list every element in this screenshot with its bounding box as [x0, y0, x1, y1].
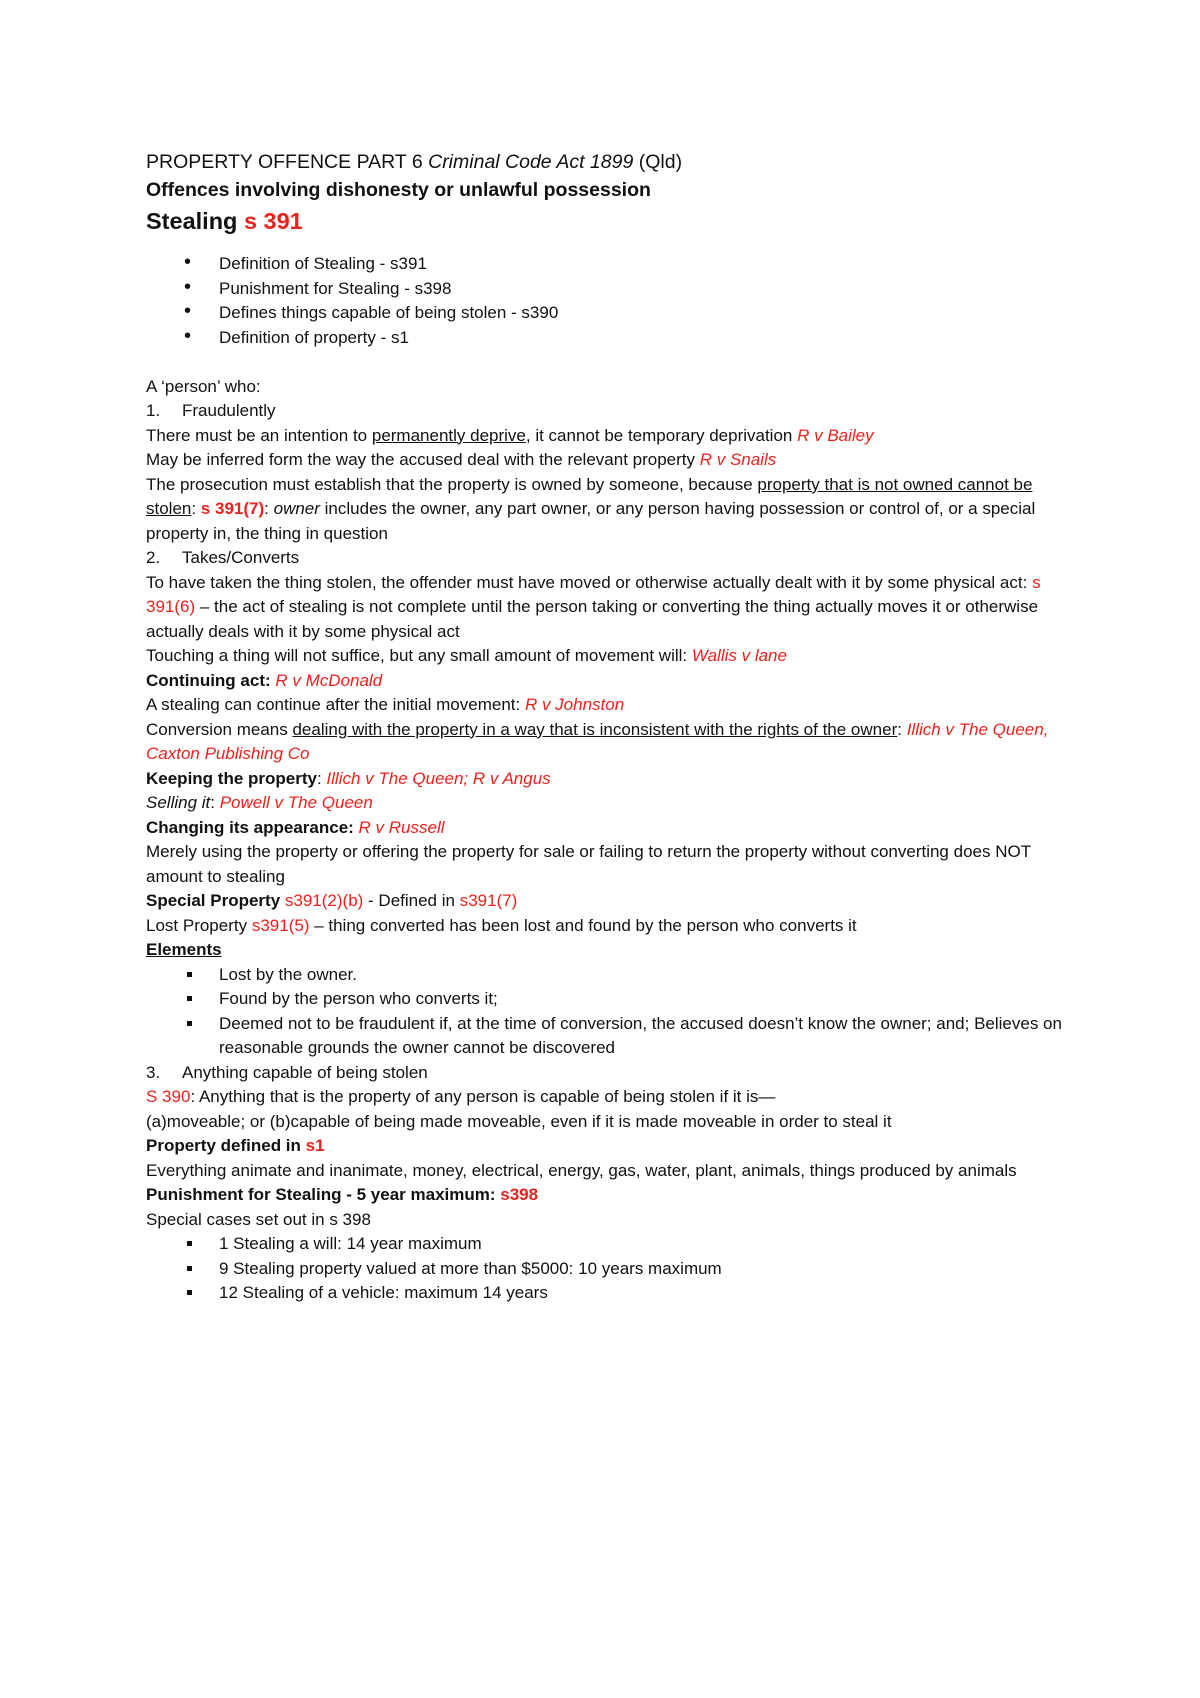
text: – thing converted has been lost and found by the person who converts it	[309, 915, 857, 935]
case-citation: R v Russell	[358, 817, 445, 837]
paragraph	[146, 889, 1066, 914]
text: Touching a thing will not suffice, but any small amount of movement will:	[146, 646, 692, 665]
paragraph	[146, 473, 1066, 547]
paragraph	[146, 424, 1066, 449]
text: Lost Property	[146, 915, 252, 935]
paragraph: Everything animate and inanimate, money, electrical, energy, gas, water, plant, animals, things produced by animals	[146, 1160, 1017, 1180]
paragraph	[146, 448, 1066, 473]
numbered-heading-text: Fraudulently	[182, 401, 276, 420]
list-item: 9 Stealing property valued at more than $5000: 10 years maximum	[146, 1257, 1066, 1282]
text: :	[210, 793, 220, 812]
list-item: • Punishment for Stealing - s398	[146, 277, 1066, 302]
bold-text: Punishment for Stealing - 5 year maximum:	[146, 1185, 501, 1204]
bold-text: Continuing act:	[146, 670, 276, 690]
spacer	[146, 350, 1066, 375]
section-ref: s391(7)	[459, 891, 518, 910]
section-ref: s 391(7)	[200, 499, 265, 518]
text: To have taken the thing stolen, the offender must have moved or otherwise actually dealt with it by some physical act:	[146, 572, 1033, 592]
case-citation: R v Bailey	[797, 425, 874, 445]
paragraph	[146, 1183, 1066, 1208]
section-heading-ref: s 391	[243, 208, 303, 234]
paragraph	[146, 791, 1066, 816]
section-heading	[146, 204, 1066, 238]
elements-list	[146, 963, 1066, 1061]
title-state: (Qld)	[633, 151, 683, 173]
paragraph	[146, 571, 1066, 645]
list-item: • Definition of Stealing - s391	[146, 252, 1066, 277]
paragraph	[146, 1134, 1066, 1159]
number: 3.	[146, 1062, 161, 1082]
text: :	[897, 719, 907, 739]
underlined-text: property that is not owned cannot be stolen	[146, 474, 1033, 518]
paragraph: Merely using the property or offering the property for sale or failing to return the property without converting does NOT amount to stealing	[146, 842, 1031, 886]
paragraph	[146, 816, 1066, 841]
text: The prosecution must establish that the property is owned by someone, because	[146, 474, 758, 494]
text: :	[316, 768, 327, 788]
text: includes the owner, any part owner, or any person having possession or control of, or a special property in, the thing in question	[146, 499, 1036, 543]
section-heading-text: Stealing	[146, 208, 244, 234]
elements-heading	[146, 938, 1066, 963]
list-item: Deemed not to be fraudulent if, at the time of conversion, the accused doesn’t know the owner; and; Believes on reasonable grounds the owner cannot be discovered	[146, 1012, 1066, 1061]
text: :	[191, 499, 201, 518]
text: , it cannot be temporary deprivation	[525, 425, 798, 445]
case-citation: R v Johnston	[524, 695, 625, 714]
numbered-heading-text: Takes/Converts	[182, 548, 300, 567]
list-item: • Defines things capable of being stolen - s390	[146, 301, 1066, 326]
list-item: Lost by the owner.	[146, 963, 1066, 988]
title-part: PROPERTY OFFENCE PART 6	[146, 151, 429, 173]
case-citation: Illich v The Queen, Caxton Publishing Co	[146, 719, 1049, 763]
title-act: Criminal Code Act 1899	[428, 151, 634, 173]
text: – the act of stealing is not complete until the person taking or converting the thing actually moves it or otherwise actually deals with it by some physical act	[146, 597, 1039, 641]
numbered-heading-text: Anything capable of being stolen	[182, 1062, 428, 1082]
number: 2.	[146, 548, 161, 567]
text: May be inferred form the way the accused deal with the relevant property	[146, 450, 700, 469]
paragraph	[146, 1085, 1066, 1110]
list-item: • Definition of property - s1	[146, 326, 1066, 351]
paragraph	[146, 669, 1066, 694]
text: Conversion means	[146, 719, 293, 739]
paragraph	[146, 693, 1066, 718]
number: 1.	[146, 401, 161, 420]
text: : Anything that is the property of any person is capable of being stolen if it is—	[190, 1087, 776, 1106]
paragraph	[146, 644, 1066, 669]
text: There must be an intention to	[146, 425, 372, 445]
case-citation: Powell v The Queen	[219, 793, 373, 812]
section-ref: S 390	[146, 1087, 191, 1106]
section-ref: s398	[500, 1185, 539, 1204]
paragraph	[146, 718, 1066, 767]
text: A stealing can continue after the initial movement:	[146, 695, 525, 714]
case-citation: R v Snails	[699, 450, 777, 469]
section-ref: s1	[305, 1136, 325, 1155]
section-ref: s391(2)(b)	[284, 891, 364, 910]
numbered-heading-2	[146, 546, 1066, 571]
case-citation: Illich v The Queen; R v Angus	[326, 768, 551, 788]
bold-text: Keeping the property	[146, 768, 317, 788]
case-citation: Wallis v lane	[691, 646, 787, 665]
underlined-text: dealing with the property in a way that is inconsistent with the rights of the owner	[292, 719, 898, 739]
bold-text: Changing its appearance:	[146, 817, 359, 837]
intro-text: A ‘person’ who:	[146, 376, 261, 396]
section-ref: s391(5)	[251, 915, 310, 935]
section-ref: s 391(6)	[146, 572, 1041, 616]
text: - Defined in	[363, 891, 460, 910]
paragraph: (a)moveable; or (b)capable of being made moveable, even if it is made moveable in order to steal it	[146, 1111, 892, 1131]
case-citation: R v McDonald	[275, 670, 383, 690]
text: :	[264, 499, 274, 518]
elements-heading-text: Elements	[146, 940, 222, 959]
paragraph	[146, 767, 1066, 792]
underlined-text: permanently deprive	[371, 425, 526, 445]
bold-text: Property defined in	[146, 1136, 306, 1155]
document-subtitle: Offences involving dishonesty or unlawful possession	[146, 179, 651, 201]
paragraph: Special cases set out in s 398	[146, 1209, 371, 1229]
list-item: 12 Stealing of a vehicle: maximum 14 years	[146, 1281, 1066, 1306]
list-item: 1 Stealing a will: 14 year maximum	[146, 1232, 1066, 1257]
numbered-heading-1	[146, 399, 1066, 424]
document-content	[146, 148, 1066, 1306]
paragraph	[146, 914, 1066, 939]
bold-text: Special Property	[146, 891, 285, 910]
list-item: Found by the person who converts it;	[146, 987, 1066, 1012]
overview-list	[146, 252, 1066, 350]
document-title	[146, 148, 1066, 176]
numbered-heading-3	[146, 1061, 1066, 1086]
italic-text: owner	[273, 499, 320, 518]
italic-text: Selling it	[146, 793, 211, 812]
special-cases-list	[146, 1232, 1066, 1306]
